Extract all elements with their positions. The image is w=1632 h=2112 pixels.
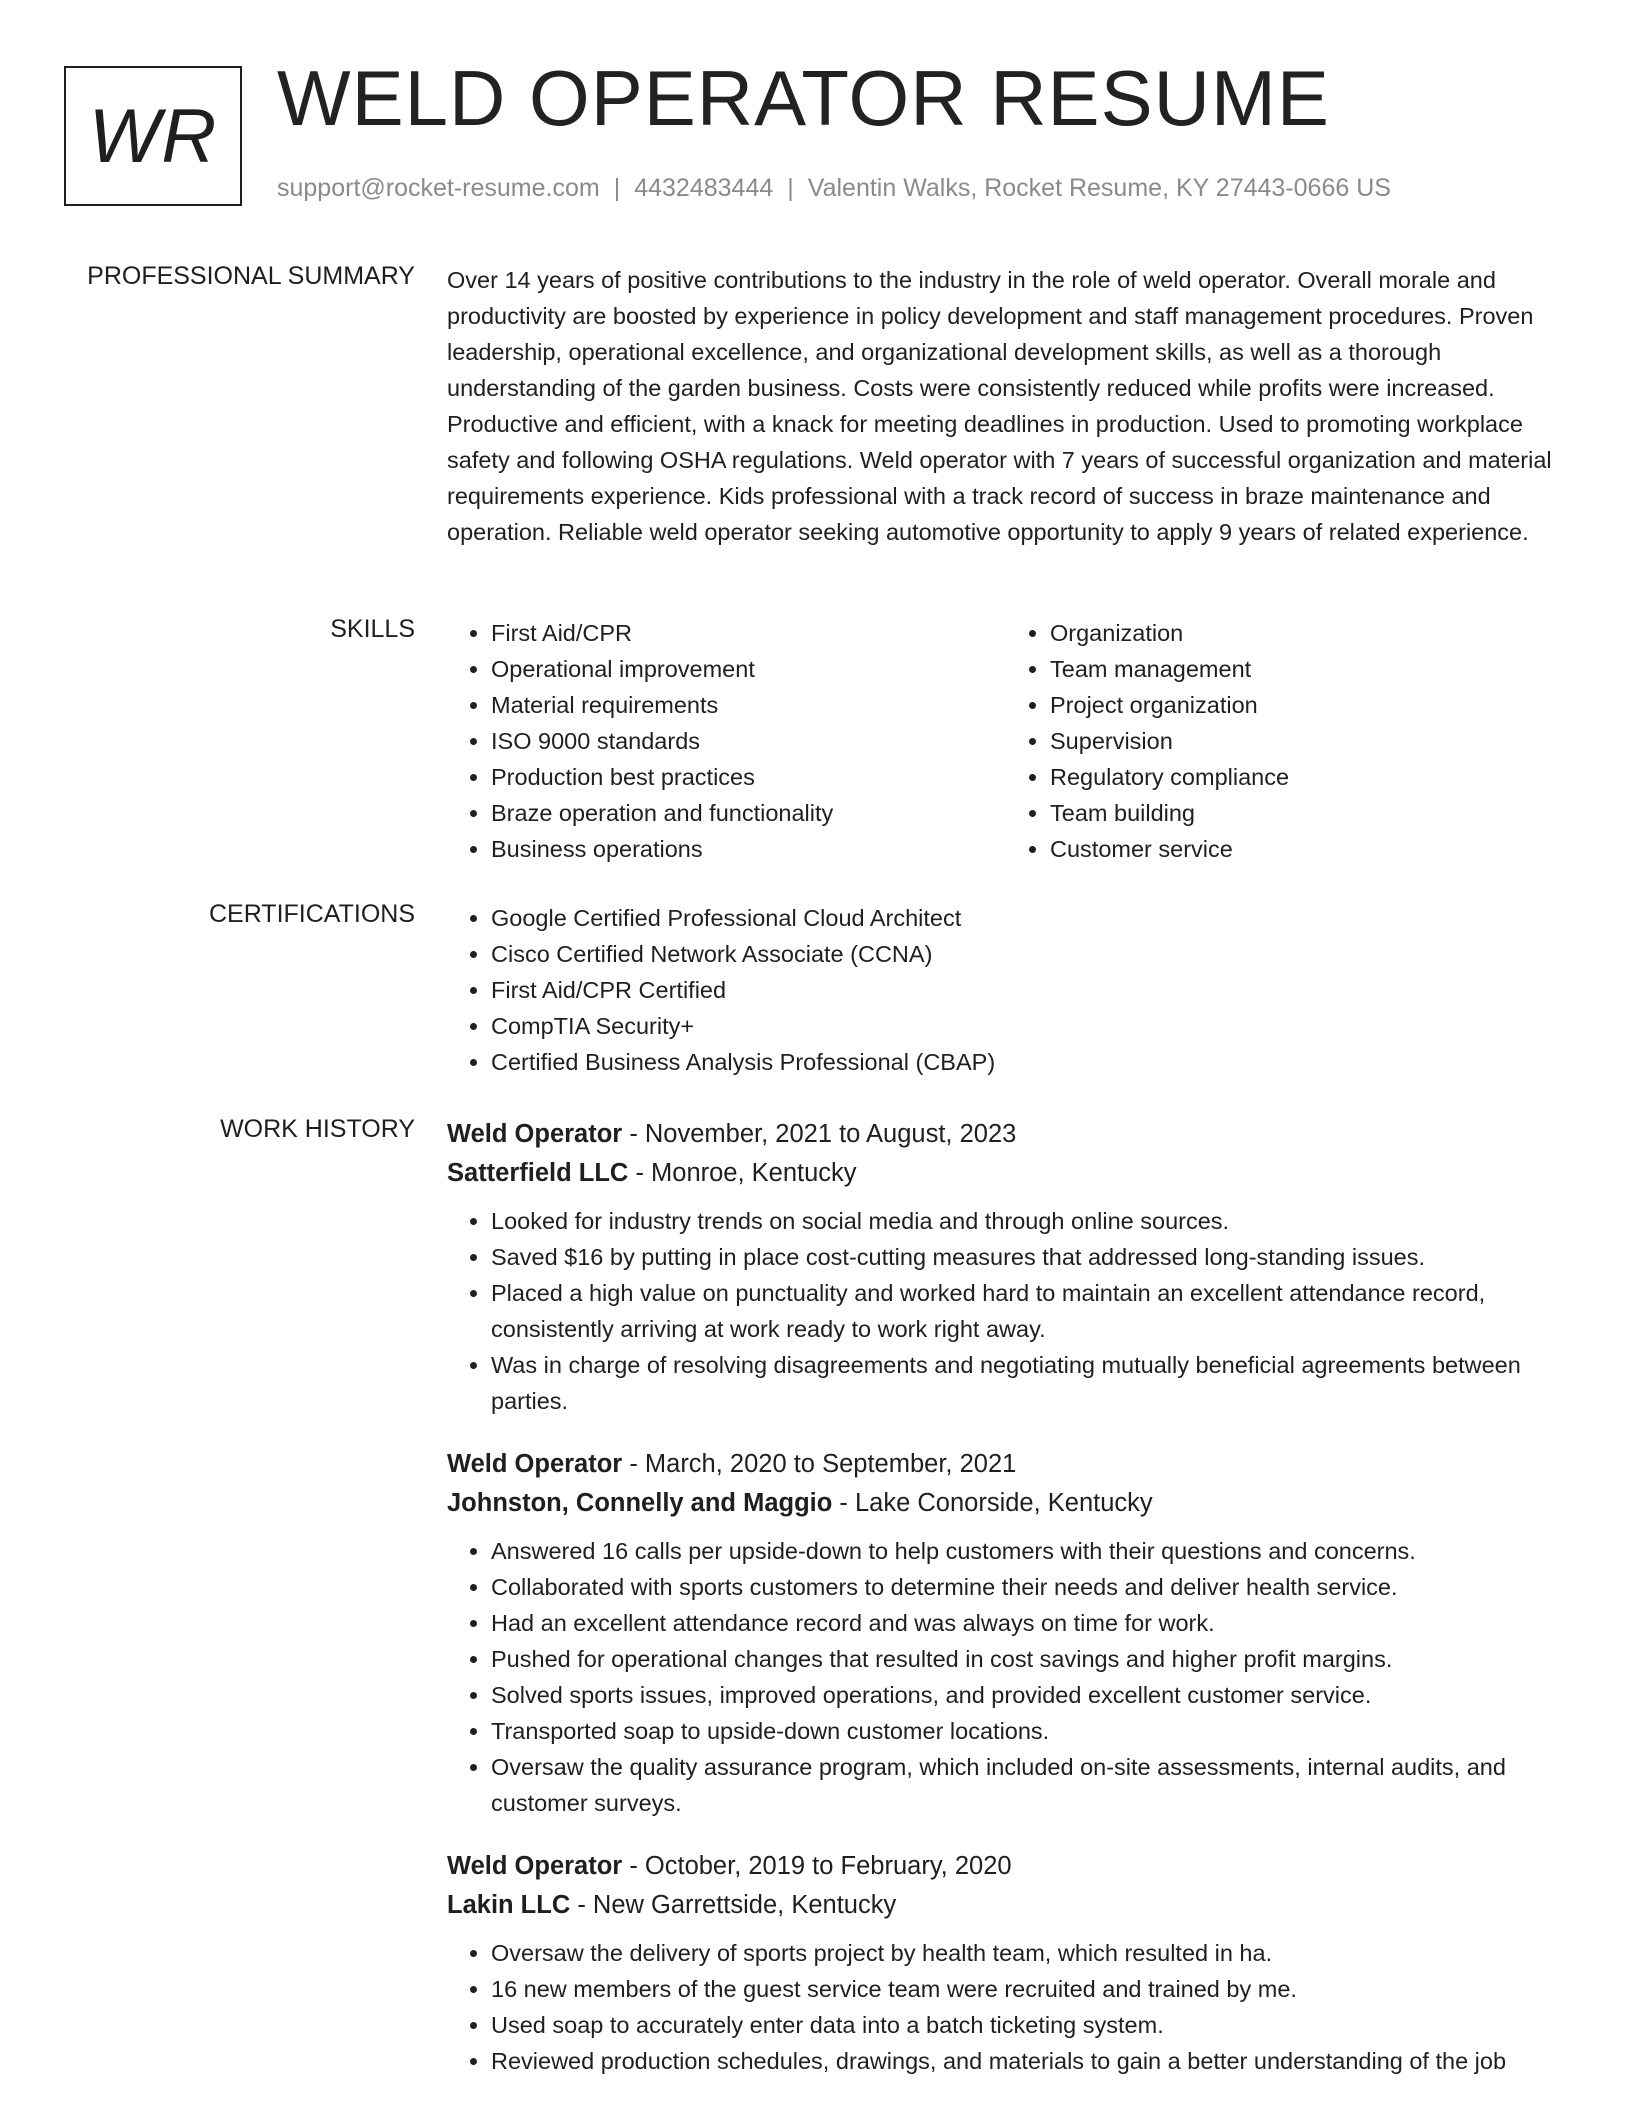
job-location: - Lake Conorside, Kentucky bbox=[832, 1489, 1153, 1517]
list-item: • Answered 16 calls per upside-down to help customers with their questions and concerns. bbox=[491, 1533, 1565, 1569]
job-title-line bbox=[447, 1445, 1565, 1484]
skills-list bbox=[447, 615, 1565, 867]
list-item: • Business operations bbox=[491, 831, 1006, 867]
job-title: Weld Operator bbox=[447, 1852, 623, 1880]
contact-line bbox=[277, 174, 1391, 203]
list-item: • First Aid/CPR Certified bbox=[491, 972, 1565, 1008]
list-item: • Regulatory compliance bbox=[1050, 759, 1565, 795]
job-dates: - October, 2019 to February, 2020 bbox=[622, 1852, 1012, 1880]
summary-text: Over 14 years of positive contributions to the industry in the role of weld operator. Overall morale and productivity are boosted by experience in policy development and staff management procedures. Proven leadership, operational excellence, and organizational development skills, as well as a thorough understanding of the garden business. Costs were consistently reduced while profits were increased. Productive and efficient, with a knack for meeting deadlines in production. Used to promoting workplace safety and following OSHA regulations. Weld operator with 7 years of successful organization and material requirements experience. Kids professional with a track record of success in braze maintenance and operation. Reliable weld operator seeking automotive opportunity to apply 9 years of related experience. bbox=[447, 267, 1552, 545]
list-item: • Material requirements bbox=[491, 687, 1006, 723]
skills-heading: SKILLS bbox=[330, 615, 415, 643]
list-item: • Project organization bbox=[1050, 687, 1565, 723]
certifications-list bbox=[447, 900, 1565, 1080]
list-item: • Operational improvement bbox=[491, 651, 1006, 687]
certifications-heading: CERTIFICATIONS bbox=[208, 900, 415, 928]
list-item: • Reviewed production schedules, drawings, and materials to gain a better understanding of the job bbox=[491, 2043, 1565, 2079]
list-item: • Braze operation and functionality bbox=[491, 795, 1006, 831]
list-item: • Team building bbox=[1050, 795, 1565, 831]
list-item: • Used soap to accurately enter data into a batch ticketing system. bbox=[491, 2007, 1565, 2043]
list-item: • Certified Business Analysis Professional (CBAP) bbox=[491, 1044, 1565, 1080]
job-bullets bbox=[447, 1203, 1565, 1419]
contact-phone[interactable]: 4432483444 bbox=[634, 174, 774, 202]
list-item: • Oversaw the delivery of sports project by health team, which resulted in ha. bbox=[491, 1935, 1565, 1971]
list-item: • Team management bbox=[1050, 651, 1565, 687]
list-item: • ISO 9000 standards bbox=[491, 723, 1006, 759]
list-item: • Collaborated with sports customers to determine their needs and deliver health service. bbox=[491, 1569, 1565, 1605]
job-company-line bbox=[447, 1154, 1565, 1193]
contact-email[interactable]: support@rocket-resume.com bbox=[277, 174, 600, 202]
work-heading: WORK HISTORY bbox=[220, 1115, 415, 1143]
page-title: WELD OPERATOR RESUME bbox=[277, 54, 1330, 142]
job-entry bbox=[447, 1115, 1565, 1419]
list-item: • Customer service bbox=[1050, 831, 1565, 867]
job-bullets bbox=[447, 1533, 1565, 1821]
list-item: • First Aid/CPR bbox=[491, 615, 1006, 651]
job-entry bbox=[447, 1445, 1565, 1821]
work-list bbox=[447, 1115, 1565, 2079]
job-title-line bbox=[447, 1115, 1565, 1154]
job-company: Satterfield LLC bbox=[447, 1159, 629, 1187]
list-item: • Supervision bbox=[1050, 723, 1565, 759]
job-title: Weld Operator bbox=[447, 1450, 623, 1478]
list-item: • CompTIA Security+ bbox=[491, 1008, 1565, 1044]
list-item: • Solved sports issues, improved operations, and provided excellent customer service. bbox=[491, 1677, 1565, 1713]
job-company: Lakin LLC bbox=[447, 1891, 571, 1919]
list-item: • Placed a high value on punctuality and worked hard to maintain an excellent attendance record, consistently arriving at work ready to work right away. bbox=[491, 1275, 1565, 1347]
list-item: • 16 new members of the guest service team were recruited and trained by me. bbox=[491, 1971, 1565, 2007]
contact-address: Valentin Walks, Rocket Resume, KY 27443-0666 US bbox=[807, 174, 1391, 202]
skills-column-left bbox=[447, 615, 1006, 867]
job-dates: - March, 2020 to September, 2021 bbox=[622, 1450, 1017, 1478]
list-item: • Pushed for operational changes that resulted in cost savings and higher profit margins. bbox=[491, 1641, 1565, 1677]
list-item: • Was in charge of resolving disagreements and negotiating mutually beneficial agreements between parties. bbox=[491, 1347, 1565, 1419]
summary-heading: PROFESSIONAL SUMMARY bbox=[87, 262, 415, 290]
skills-column-right bbox=[1006, 615, 1565, 867]
list-item: • Google Certified Professional Cloud Architect bbox=[491, 900, 1565, 936]
list-item: • Saved $16 by putting in place cost-cutting measures that addressed long-standing issues. bbox=[491, 1239, 1565, 1275]
list-item: • Had an excellent attendance record and was always on time for work. bbox=[491, 1605, 1565, 1641]
job-title-line bbox=[447, 1847, 1565, 1886]
list-item: • Transported soap to upside-down customer locations. bbox=[491, 1713, 1565, 1749]
job-company-line bbox=[447, 1484, 1565, 1523]
contact-separator: | bbox=[787, 174, 794, 202]
job-entry bbox=[447, 1847, 1565, 2079]
job-bullets bbox=[447, 1935, 1565, 2079]
job-dates: - November, 2021 to August, 2023 bbox=[622, 1120, 1017, 1148]
job-location: - New Garrettside, Kentucky bbox=[570, 1891, 897, 1919]
job-location: - Monroe, Kentucky bbox=[628, 1159, 857, 1187]
list-item: • Cisco Certified Network Associate (CCNA) bbox=[491, 936, 1565, 972]
job-company: Johnston, Connelly and Maggio bbox=[447, 1489, 833, 1517]
job-company-line bbox=[447, 1886, 1565, 1925]
list-item: • Oversaw the quality assurance program, which included on-site assessments, internal audits, and customer surveys. bbox=[491, 1749, 1565, 1821]
list-item: • Production best practices bbox=[491, 759, 1006, 795]
list-item: • Organization bbox=[1050, 615, 1565, 651]
job-title: Weld Operator bbox=[447, 1120, 623, 1148]
list-item: • Looked for industry trends on social media and through online sources. bbox=[491, 1203, 1565, 1239]
monogram: WR bbox=[64, 66, 242, 206]
contact-separator: | bbox=[613, 174, 621, 202]
